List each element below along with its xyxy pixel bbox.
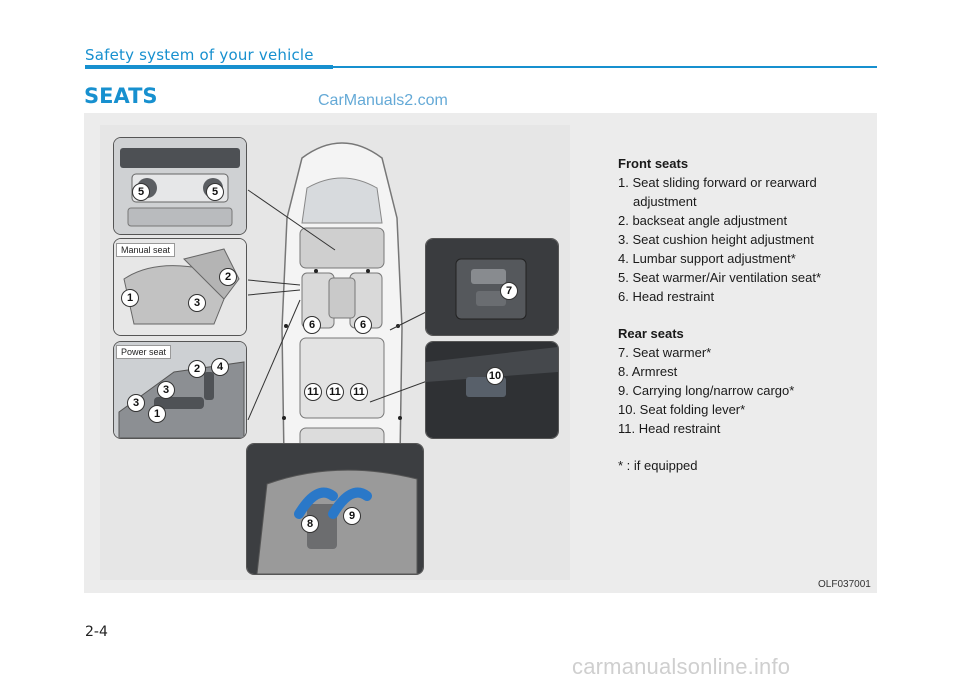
inset-rear-seats (246, 443, 424, 575)
legend-item-1 (618, 173, 868, 211)
watermark-link[interactable]: CarManuals2.com (318, 92, 448, 109)
legend-item-11: 11. Head restraint (618, 421, 721, 436)
legend-item-3: 3. Seat cushion height adjustment (618, 232, 814, 247)
header-rule-thick (85, 65, 333, 69)
legend-item-text: 1. Seat sliding forward or rearward (618, 175, 817, 190)
label-power-seat: Power seat (116, 345, 171, 359)
callout-5-right: 5 (206, 183, 224, 201)
callout-6-right: 6 (354, 316, 372, 334)
callout-8: 8 (301, 515, 319, 533)
legend-item-10: 10. Seat folding lever* (618, 402, 746, 417)
callout-3-manual: 3 (188, 294, 206, 312)
legend-item-8: 8. Armrest (618, 364, 678, 379)
page-number: 2-4 (85, 624, 108, 640)
legend-item-continuation: adjustment (633, 194, 697, 209)
legend-item-6: 6. Head restraint (618, 289, 715, 304)
callout-10: 10 (486, 367, 504, 385)
callout-11-center: 11 (326, 383, 344, 401)
callout-11-right: 11 (350, 383, 368, 401)
header-rule-thin (333, 66, 877, 68)
callout-1-power: 1 (148, 405, 166, 423)
rear-seats-heading: Rear seats (618, 326, 684, 341)
callout-5-left: 5 (132, 183, 150, 201)
callout-3-power-b: 3 (157, 381, 175, 399)
legend-item-4: 4. Lumbar support adjustment* (618, 251, 796, 266)
callout-6-left: 6 (303, 316, 321, 334)
label-manual-seat: Manual seat (116, 243, 175, 257)
legend (618, 154, 868, 475)
callout-11-left: 11 (304, 383, 322, 401)
callout-4-power: 4 (211, 358, 229, 376)
inset-rear-door-switch (425, 238, 559, 336)
section-header: Safety system of your vehicle (85, 46, 314, 64)
callout-3-power-a: 3 (127, 394, 145, 412)
footer-watermark-link[interactable]: carmanualsonline.info (572, 654, 791, 679)
footnote: * : if equipped (618, 458, 698, 473)
legend-item-5: 5. Seat warmer/Air ventilation seat* (618, 270, 822, 285)
page-title: SEATS (84, 84, 158, 108)
callout-2-power: 2 (188, 360, 206, 378)
callout-1-manual: 1 (121, 289, 139, 307)
legend-item-9: 9. Carrying long/narrow cargo* (618, 383, 795, 398)
legend-item-7: 7. Seat warmer* (618, 345, 712, 360)
legend-item-2: 2. backseat angle adjustment (618, 213, 788, 228)
inset-seat-folding-lever (425, 341, 559, 439)
front-seats-heading: Front seats (618, 156, 689, 171)
callout-2-manual: 2 (219, 268, 237, 286)
callout-9: 9 (343, 507, 361, 525)
callout-7: 7 (500, 282, 518, 300)
figure-code: OLF037001 (818, 579, 871, 590)
